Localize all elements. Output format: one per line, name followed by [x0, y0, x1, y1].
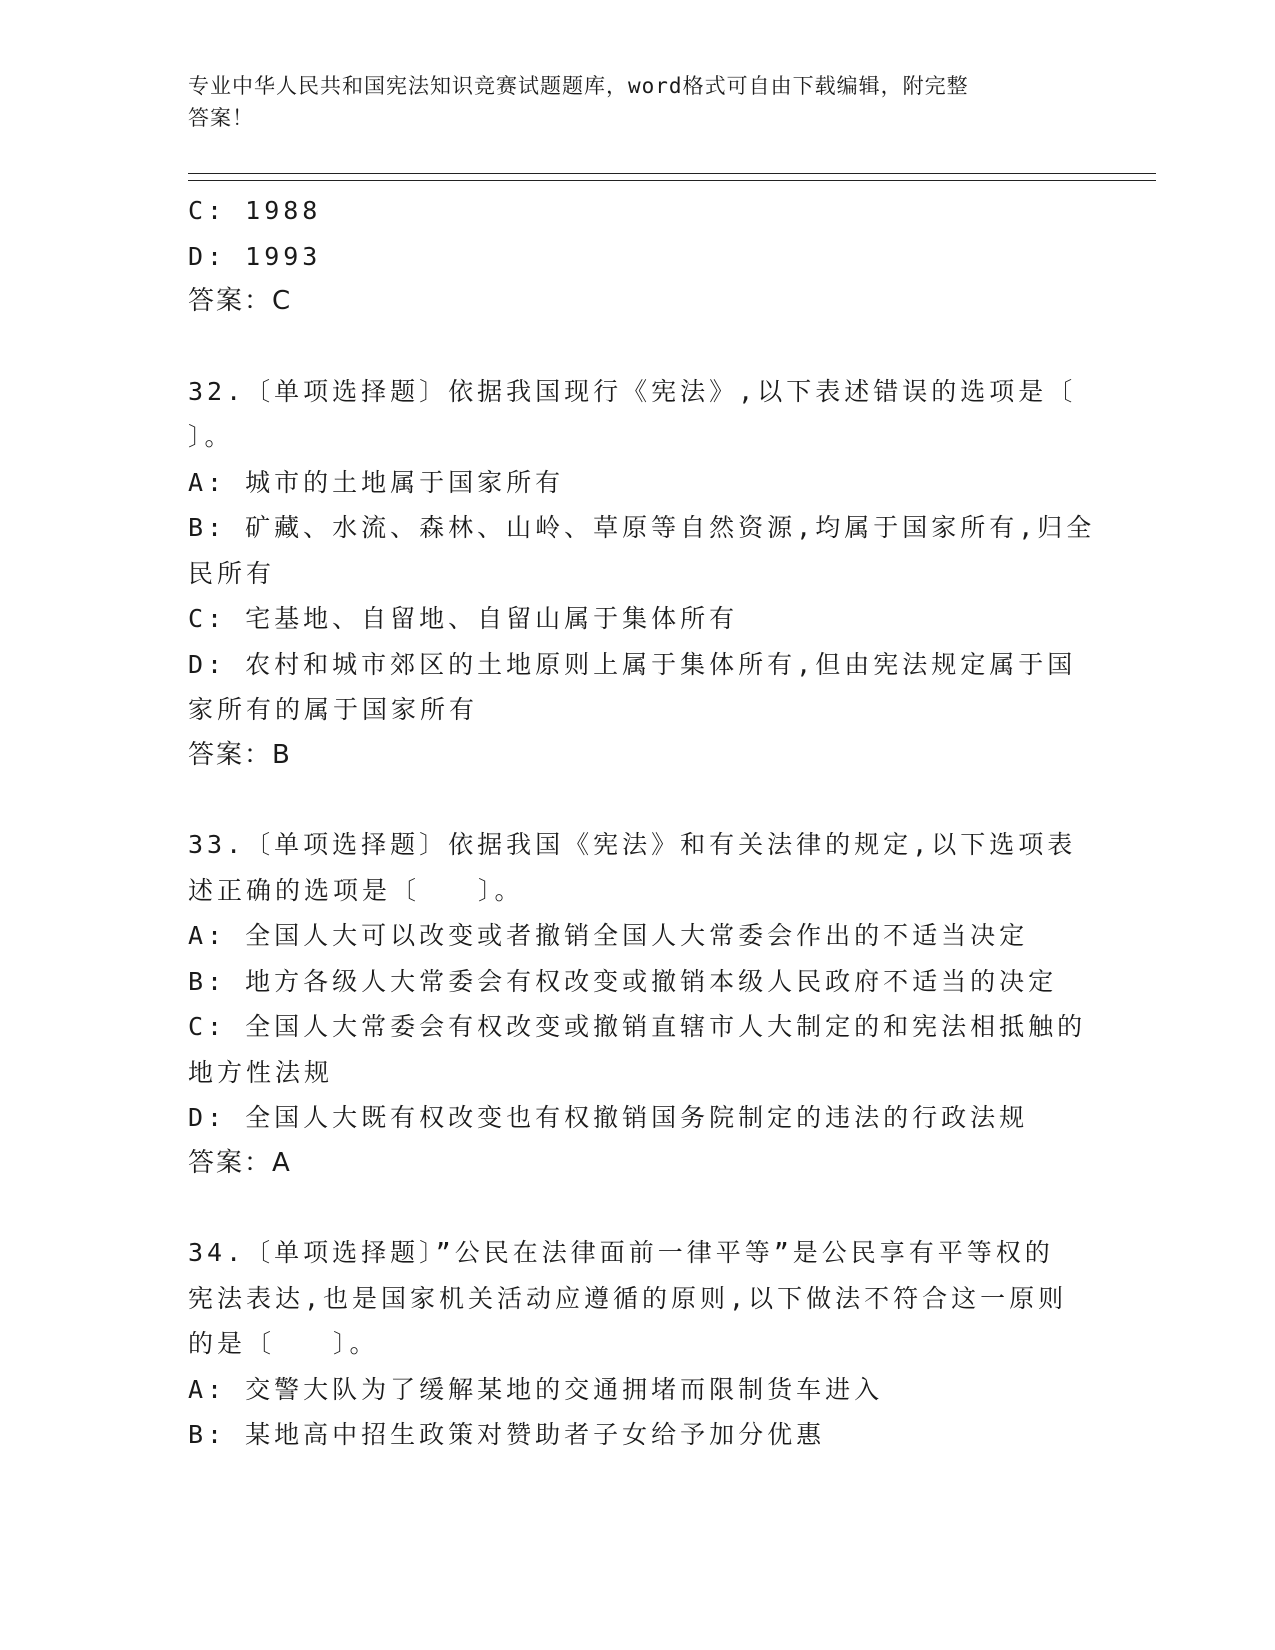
question-stem: 宪法表达,也是国家机关活动应遵循的原则,以下做法不符合这一原则: [188, 1283, 1068, 1313]
question-stem: 〕。: [188, 422, 234, 451]
header-divider-bottom: [188, 180, 1156, 181]
prev-question-block: [188, 188, 1088, 325]
option-b: 民所有: [188, 558, 276, 588]
option-b: B: 矿藏、水流、森林、山岭、草原等自然资源,均属于国家所有,归全: [188, 513, 1096, 542]
question-stem: 述正确的选项是〔 〕。: [188, 875, 524, 905]
option-a: A: 交警大队为了缓解某地的交通拥堵而限制货车进入: [188, 1374, 884, 1404]
option-b: B: 地方各级人大常委会有权改变或撤销本级人民政府不适当的决定: [188, 966, 1058, 996]
page-header: [188, 70, 1078, 134]
option-a: A: 城市的土地属于国家所有: [188, 467, 565, 497]
spacer: [188, 778, 1088, 822]
header-divider-top: [188, 173, 1156, 174]
spacer: [188, 325, 1088, 369]
question-34-block: [188, 1230, 1088, 1458]
question-stem: 34.〔单项选择题〕”公民在法律面前一律平等”是公民享有平等权的: [188, 1238, 1054, 1267]
answer-line: 答案：A: [188, 1147, 292, 1178]
question-stem: 33.〔单项选择题〕依据我国《宪法》和有关法律的规定,以下选项表: [188, 830, 1077, 859]
header-title-line-1: 专业中华人民共和国宪法知识竞赛试题题库，word格式可自由下载编辑，附完整: [188, 74, 969, 98]
question-33-block: [188, 822, 1088, 1186]
question-32-block: [188, 369, 1096, 779]
option-c: 地方性法规: [188, 1057, 334, 1087]
option-d: 家所有的属于国家所有: [188, 695, 479, 724]
option-d: D: 1993: [188, 241, 322, 271]
answer-line: 答案：B: [188, 739, 292, 770]
option-d: D: 农村和城市郊区的土地原则上属于集体所有,但由宪法规定属于国: [188, 649, 1077, 679]
question-stem: 32.〔单项选择题〕依据我国现行《宪法》,以下表述错误的选项是〔: [188, 376, 1077, 406]
answer-line: 答案：C: [188, 286, 293, 316]
option-d: D: 全国人大既有权改变也有权撤销国务院制定的违法的行政法规: [188, 1103, 1029, 1132]
header-title-line-2: 答案！: [188, 106, 254, 130]
spacer: [188, 1186, 1088, 1230]
question-content: [188, 188, 1096, 1458]
option-c: C: 1988: [188, 196, 322, 225]
option-c: C: 宅基地、自留地、自留山属于集体所有: [188, 604, 739, 633]
option-c: C: 全国人大常委会有权改变或撤销直辖市人大制定的和宪法相抵触的: [188, 1012, 1087, 1041]
option-a: A: 全国人大可以改变或者撤销全国人大常委会作出的不适当决定: [188, 921, 1029, 950]
option-b: B: 某地高中招生政策对赞助者子女给予加分优惠: [188, 1420, 826, 1449]
question-stem: 的是〔 〕。: [188, 1329, 379, 1358]
